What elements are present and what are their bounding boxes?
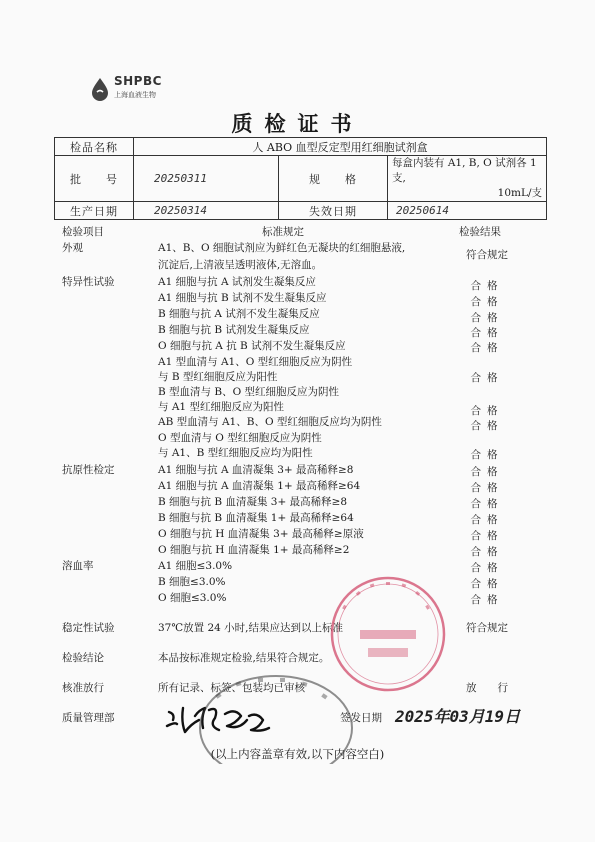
antigen-result: 合格: [470, 498, 504, 510]
specificity-result: 合格: [470, 312, 504, 324]
conclusion-label: 检验结论: [62, 652, 104, 664]
logo-text-en: SHPBC: [114, 74, 162, 88]
antigen-line: A1 细胞与抗 A 血清凝集 1+ 最高稀释≥64: [158, 480, 361, 492]
spec-label: 规 格: [279, 156, 388, 202]
antigen-result: 合格: [470, 546, 504, 558]
specificity-line: O 细胞与抗 A 抗 B 试剂不发生凝集反应: [158, 340, 346, 352]
antigen-line: A1 细胞与抗 A 血清凝集 3+ 最高稀释≥8: [158, 464, 354, 476]
col-result-header: 检验结果: [459, 226, 501, 238]
specificity-result: 合格: [470, 372, 504, 384]
specificity-result: 合格: [470, 449, 504, 461]
footer-note: (以上内容盖章有效,以下内容空白): [210, 747, 385, 761]
antigen-line: B 细胞与抗 B 血清凝集 3+ 最高稀释≥8: [158, 496, 348, 508]
product-label: 检品名称: [55, 138, 134, 156]
spec-line-1: 每盒内装有 A1, B, O 试剂各 1 支,: [392, 157, 537, 184]
col-item-header: 检验项目: [62, 226, 104, 238]
appearance-line: 沉淀后,上清液呈透明液体,无溶血。: [158, 259, 323, 271]
antigen-result: 合格: [470, 466, 504, 478]
batch-label: 批 号: [55, 156, 134, 202]
specificity-line: 与 B 型红细胞反应为阳性: [158, 371, 278, 383]
logo-mark-icon: [88, 76, 112, 102]
specificity-result: 合格: [470, 342, 504, 354]
hemolysis-result: 合格: [470, 562, 504, 574]
specificity-result: 合格: [470, 327, 504, 339]
conclusion-text: 本品按标准规定检验,结果符合规定。: [158, 652, 330, 664]
specificity-line: 与 A1、B 型红细胞反应均为阳性: [158, 447, 313, 459]
specificity-line: B 型血清与 B、O 型红细胞反应为阴性: [158, 386, 340, 398]
specificity-line: A1 细胞与抗 A 试剂发生凝集反应: [158, 276, 316, 288]
antigen-label: 抗原性检定: [62, 464, 115, 476]
qa-label: 质量管理部: [62, 712, 115, 724]
col-standard-header: 标准规定: [262, 226, 304, 238]
specificity-line: B 细胞与抗 A 试剂不发生凝集反应: [158, 308, 320, 320]
specificity-line: AB 型血清与 A1、B、O 型红细胞反应均为阴性: [158, 416, 382, 428]
specificity-result: 合格: [470, 296, 504, 308]
specificity-line: 与 A1 型红细胞反应为阳性: [158, 401, 284, 413]
specificity-label: 特异性试验: [62, 276, 115, 288]
specificity-result: 合格: [470, 405, 504, 417]
appearance-result: 符合规定: [466, 249, 508, 261]
exp-date-label: 失效日期: [279, 202, 388, 220]
spec-line-2: 10mL/支: [497, 187, 542, 199]
specificity-line: A1 型血清与 A1、O 型红细胞反应为阴性: [158, 356, 353, 368]
exp-date-value: 20250614: [388, 202, 547, 220]
release-result: 放 行: [466, 682, 508, 694]
stability-result: 符合规定: [466, 622, 508, 634]
antigen-result: 合格: [470, 530, 504, 542]
document-title: 质检证书: [231, 111, 364, 136]
antigen-result: 合格: [470, 482, 504, 494]
product-value: 人 ABO 血型反定型用红细胞试剂盒: [134, 138, 547, 156]
appearance-line: A1、B、O 细胞试剂应为鲜红色无凝块的红细胞悬液,: [158, 242, 406, 254]
appearance-label: 外观: [62, 242, 83, 254]
mfg-date-label: 生产日期: [55, 202, 134, 220]
specificity-result: 合格: [470, 280, 504, 292]
antigen-result: 合格: [470, 514, 504, 526]
antigen-line: B 细胞与抗 B 血清凝集 1+ 最高稀释≥64: [158, 512, 354, 524]
specificity-line: O 型血清与 O 型红细胞反应为阴性: [158, 432, 322, 444]
issue-date-label: 签发日期: [340, 712, 382, 724]
specificity-result: 合格: [470, 420, 504, 432]
antigen-line: O 细胞与抗 H 血清凝集 3+ 最高稀释≥原液: [158, 528, 364, 540]
company-seal-stamp: [196, 672, 356, 764]
hemolysis-line: A1 细胞≤3.0%: [158, 560, 233, 572]
hemolysis-result: 合格: [470, 578, 504, 590]
company-logo: [84, 74, 194, 106]
hemolysis-label: 溶血率: [62, 560, 94, 572]
antigen-line: O 细胞与抗 H 血清凝集 1+ 最高稀释≥2: [158, 544, 350, 556]
specificity-line: A1 细胞与抗 B 试剂不发生凝集反应: [158, 292, 327, 304]
hemolysis-result: 合格: [470, 594, 504, 606]
spec-value: [388, 156, 547, 202]
logo-text-cn: 上海血液生物: [114, 91, 156, 99]
batch-value: 20250311: [134, 156, 279, 202]
hemolysis-line: O 细胞≤3.0%: [158, 592, 227, 604]
stability-text: 37℃放置 24 小时,结果应达到以上标准: [158, 622, 343, 634]
header-table: [54, 137, 547, 220]
specificity-line: B 细胞与抗 B 试剂发生凝集反应: [158, 324, 310, 336]
stability-label: 稳定性试验: [62, 622, 115, 634]
release-label: 核准放行: [62, 682, 104, 694]
mfg-date-value: 20250314: [134, 202, 279, 220]
hemolysis-line: B 细胞≤3.0%: [158, 576, 226, 588]
release-text: 所有记录、标签、包装均已审核: [158, 682, 305, 694]
issue-date-value: 2025年03月19日: [395, 707, 521, 726]
